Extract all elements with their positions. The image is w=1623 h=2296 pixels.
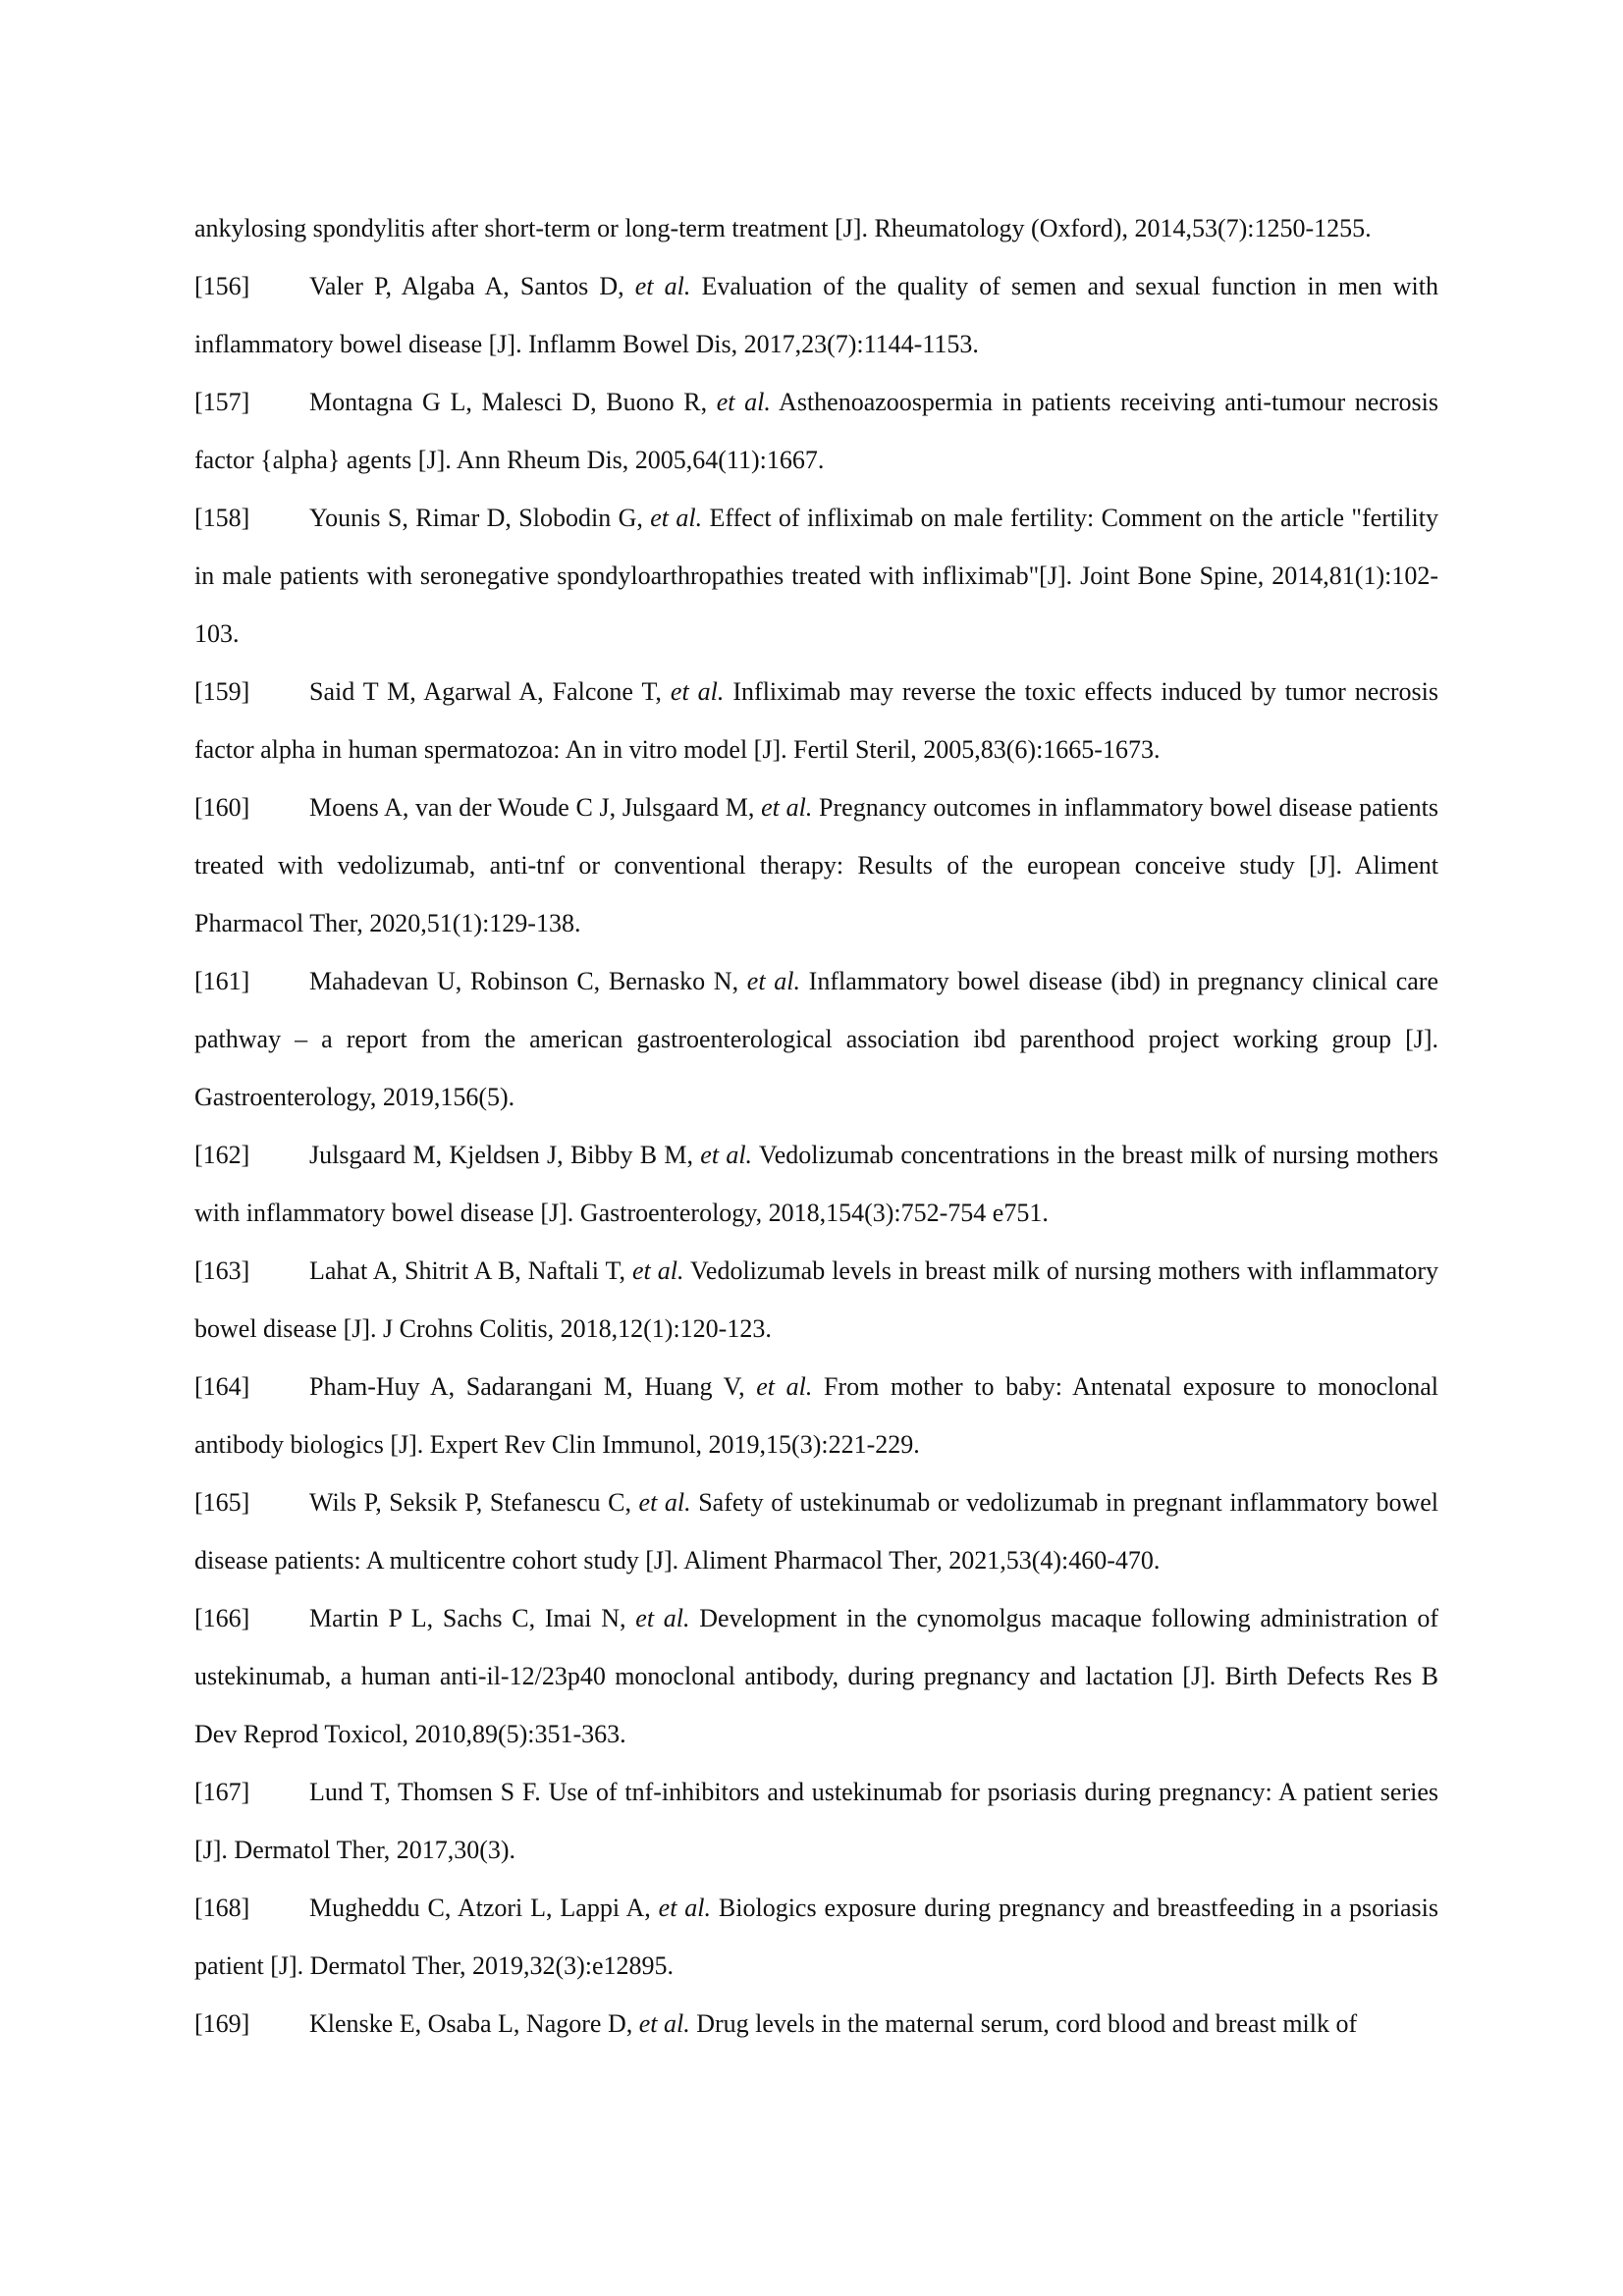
reference-entry [194, 1242, 1438, 1358]
reference-authors: Valer P, Algaba A, Santos D, [309, 272, 635, 300]
reference-entry [194, 1879, 1438, 1995]
reference-number: [169] [194, 2009, 250, 2038]
reference-entry [194, 1763, 1438, 1879]
reference-number: [163] [194, 1256, 250, 1285]
reference-entry [194, 489, 1438, 663]
reference-authors: Wils P, Seksik P, Stefanescu C, [309, 1488, 639, 1517]
reference-authors: Martin P L, Sachs C, Imai N, [309, 1604, 636, 1632]
reference-etal: et al. [658, 1894, 712, 1922]
reference-authors: Mugheddu C, Atzori L, Lappi A, [309, 1894, 659, 1922]
reference-etal: et al. [650, 504, 703, 532]
reference-authors: Lahat A, Shitrit A B, Naftali T, [309, 1256, 632, 1285]
reference-entry [194, 373, 1438, 489]
reference-authors: Montagna G L, Malesci D, Buono R, [309, 388, 717, 416]
reference-authors: Mahadevan U, Robinson C, Bernasko N, [309, 967, 747, 995]
reference-list [194, 199, 1438, 2053]
reference-etal: et al. [756, 1372, 813, 1401]
reference-number: [164] [194, 1372, 250, 1401]
reference-text: From mother to baby: Antenatal exposure to monoclonal antibody biologics [J]. Expert Rev Clin Immunol, 2019,15(3):221-229. [194, 1372, 1438, 1459]
reference-entry [194, 952, 1438, 1126]
reference-text: Drug levels in the maternal serum, cord blood and breast milk of [689, 2009, 1358, 2038]
reference-text: Biologics exposure during pregnancy and breastfeeding in a psoriasis patient [J]. Dermatol Ther, 2019,32(3):e12895. [194, 1894, 1438, 1980]
reference-etal: et al. [700, 1141, 753, 1169]
reference-entry [194, 199, 1438, 257]
reference-text: Inflammatory bowel disease (ibd) in pregnancy clinical care pathway – a report from the american gastroenterological association ibd parenthood project working group [J]. Gastroenterology, 2019,156(5). [194, 967, 1439, 1111]
reference-authors: Julsgaard M, Kjeldsen J, Bibby B M, [309, 1141, 701, 1169]
reference-number: [159] [194, 677, 250, 706]
reference-etal: et al. [631, 1256, 684, 1285]
reference-number: [157] [194, 388, 250, 416]
reference-entry [194, 1589, 1438, 1763]
reference-text: Vedolizumab levels in breast milk of nursing mothers with inflammatory bowel disease [J]. J Crohns Colitis, 2018,12(1):120-123. [194, 1256, 1438, 1343]
reference-number: [167] [194, 1778, 250, 1806]
reference-authors: Moens A, van der Woude C J, Julsgaard M, [309, 793, 762, 822]
reference-entry [194, 1358, 1438, 1473]
reference-number: [166] [194, 1604, 250, 1632]
reference-etal: et al. [635, 1604, 690, 1632]
reference-authors: Said T M, Agarwal A, Falcone T, [309, 677, 671, 706]
reference-authors: Pham-Huy A, Sadarangani M, Huang V, [309, 1372, 757, 1401]
reference-etal: et al. [716, 388, 771, 416]
reference-entry [194, 1473, 1438, 1589]
reference-text: Development in the cynomolgus macaque following administration of ustekinumab, a human anti-il-12/23p40 monoclonal antibody, during pregnancy and lactation [J]. Birth Defects Res B Dev Reprod Toxicol, 2010,89(5):351-363. [194, 1604, 1438, 1748]
reference-number: [162] [194, 1141, 250, 1169]
reference-text: Asthenoazoospermia in patients receiving anti-tumour necrosis factor {alpha} agents [J]. Ann Rheum Dis, 2005,64(11):1667. [194, 388, 1438, 474]
reference-text: Vedolizumab concentrations in the breast milk of nursing mothers with inflammatory bowel disease [J]. Gastroenterology, 2018,154(3):752-754 e751. [194, 1141, 1438, 1227]
reference-authors: Lund T, Thomsen S F. Use of tnf-inhibitors and ustekinumab for psoriasis during pregnancy: A patient series [J]. Dermatol Ther, 2017,30(3). [194, 1778, 1438, 1864]
reference-etal: et al. [638, 2009, 690, 2038]
reference-etal: et al. [638, 1488, 691, 1517]
reference-entry [194, 778, 1438, 952]
reference-number: [165] [194, 1488, 250, 1517]
reference-etal: et al. [761, 793, 813, 822]
reference-authors: Klenske E, Osaba L, Nagore D, [309, 2009, 639, 2038]
reference-number: [160] [194, 793, 250, 822]
reference-entry [194, 1126, 1438, 1242]
reference-authors: Younis S, Rimar D, Slobodin G, [309, 504, 651, 532]
reference-text: Effect of infliximab on male fertility: Comment on the article "fertility in male patients with seronegative spondyloarthropathies treated with infliximab"[J]. Joint Bone Spine, 2014,81(1):102-103. [194, 504, 1438, 648]
reference-text: ankylosing spondylitis after short-term or long-term treatment [J]. Rheumatology (Oxford), 2014,53(7):1250-1255. [194, 214, 1372, 242]
reference-text: Infliximab may reverse the toxic effects induced by tumor necrosis factor alpha in human spermatozoa: An in vitro model [J]. Fertil Steril, 2005,83(6):1665-1673. [194, 677, 1438, 764]
reference-etal: et al. [634, 272, 691, 300]
reference-number: [168] [194, 1894, 250, 1922]
reference-text: Safety of ustekinumab or vedolizumab in pregnant inflammatory bowel disease patients: A multicentre cohort study [J]. Aliment Pharmacol Ther, 2021,53(4):460-470. [194, 1488, 1438, 1575]
reference-number: [158] [194, 504, 250, 532]
reference-text: Evaluation of the quality of semen and sexual function in men with inflammatory bowel disease [J]. Inflamm Bowel Dis, 2017,23(7):1144-1153. [194, 272, 1438, 358]
reference-text: Pregnancy outcomes in inflammatory bowel disease patients treated with vedolizumab, anti-tnf or conventional therapy: Results of the european conceive study [J]. Aliment Pharmacol Ther, 2020,51(1):129-138. [194, 793, 1438, 937]
reference-entry [194, 1995, 1438, 2053]
reference-entry [194, 257, 1438, 373]
reference-entry [194, 663, 1438, 778]
reference-etal: et al. [746, 967, 800, 995]
reference-number: [156] [194, 272, 250, 300]
reference-etal: et al. [670, 677, 725, 706]
reference-number: [161] [194, 967, 250, 995]
